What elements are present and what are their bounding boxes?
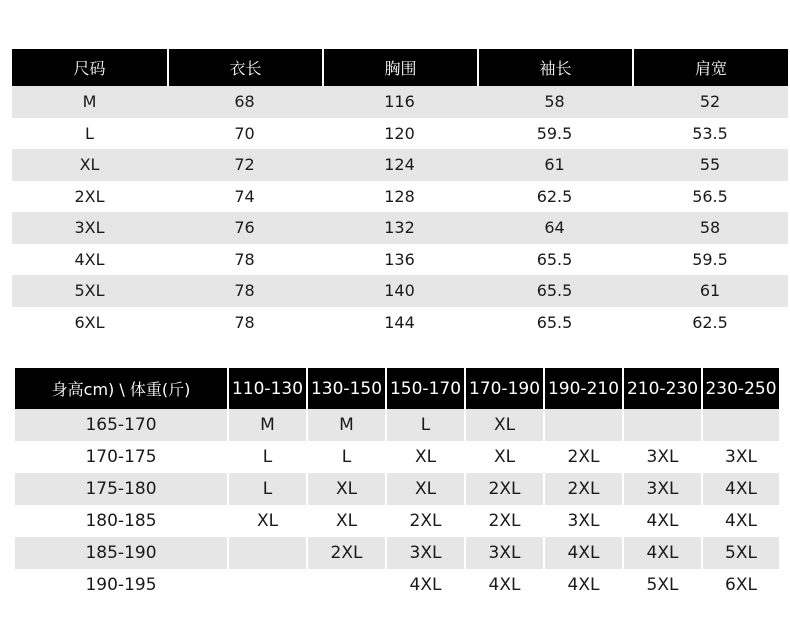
- height-range-cell: 180-185: [85, 511, 157, 531]
- header-weight-range: 170-190: [464, 368, 543, 409]
- chest-cell: 140: [322, 275, 477, 307]
- recommended-size-cell: 2XL: [464, 505, 543, 537]
- length-cell: 78: [234, 312, 255, 332]
- recommended-size-cell: [306, 569, 385, 601]
- shoulder-cell: 53.5: [692, 123, 728, 143]
- header-sleeve: 袖长: [477, 49, 632, 86]
- size-cell: 2XL: [74, 186, 105, 206]
- size-cell: XL: [12, 149, 167, 181]
- length-cell: 78: [167, 275, 322, 307]
- shoulder-cell: 62.5: [692, 312, 728, 332]
- sleeve-cell: 62.5: [536, 186, 573, 206]
- table-row: [12, 86, 788, 118]
- recommended-size-cell: 5XL: [622, 569, 701, 601]
- recommended-size-cell: 4XL: [543, 537, 622, 569]
- recommended-size-cell: XL: [306, 505, 385, 537]
- header-weight-range: 110-130: [227, 368, 306, 409]
- recommended-size-cell: XL: [464, 441, 543, 473]
- sleeve-cell: 65.5: [477, 275, 632, 307]
- recommendation-header-row: [15, 368, 779, 409]
- recommended-size-cell: [227, 537, 306, 569]
- header-weight-range: 210-230: [622, 368, 701, 409]
- recommended-size-cell: L: [385, 409, 464, 441]
- header-weight-range: 230-250: [701, 368, 779, 409]
- size-cell: 4XL: [74, 249, 105, 269]
- recommended-size-cell: 3XL: [701, 441, 779, 473]
- table-row: [12, 212, 788, 244]
- table-row: [12, 149, 788, 181]
- recommended-size-cell: 5XL: [701, 537, 779, 569]
- length-cell: 72: [167, 149, 322, 181]
- table-row: [12, 118, 788, 150]
- shoulder-cell: 55: [632, 149, 788, 181]
- recommended-size-cell: 4XL: [385, 569, 464, 601]
- size-cell: 5XL: [12, 275, 167, 307]
- recommended-size-cell: 6XL: [701, 569, 779, 601]
- recommended-size-cell: L: [227, 441, 306, 473]
- recommended-size-cell: [543, 409, 622, 441]
- sleeve-cell: 64: [477, 212, 632, 244]
- recommended-size-cell: [622, 409, 701, 441]
- table-row: [12, 181, 788, 213]
- chest-cell: 120: [384, 123, 415, 143]
- shoulder-cell: 58: [632, 212, 788, 244]
- recommended-size-cell: XL: [227, 505, 306, 537]
- header-height-weight: 身高cm) \ 体重(斤): [15, 368, 227, 409]
- recommended-size-cell: 3XL: [543, 505, 622, 537]
- table-row: [15, 473, 779, 505]
- recommended-size-cell: [227, 569, 306, 601]
- size-cell: L: [85, 123, 94, 143]
- chest-cell: 124: [322, 149, 477, 181]
- sleeve-cell: 65.5: [536, 312, 573, 332]
- recommended-size-cell: 3XL: [464, 537, 543, 569]
- recommended-size-cell: 2XL: [464, 473, 543, 505]
- sleeve-cell: 65.5: [536, 249, 573, 269]
- header-size: 尺码: [12, 49, 167, 86]
- height-range-cell: 170-175: [85, 447, 157, 467]
- recommended-size-cell: 3XL: [622, 473, 701, 505]
- recommended-size-cell: M: [306, 409, 385, 441]
- recommended-size-cell: [701, 409, 779, 441]
- header-shoulder: 肩宽: [632, 49, 788, 86]
- table-row: [15, 505, 779, 537]
- height-range-cell: 190-195: [85, 575, 157, 595]
- sleeve-cell: 59.5: [536, 123, 573, 143]
- shoulder-cell: 52: [632, 86, 788, 118]
- recommended-size-cell: XL: [464, 409, 543, 441]
- size-recommendation-table: [15, 368, 779, 601]
- table-row: [15, 537, 779, 569]
- recommended-size-cell: M: [227, 409, 306, 441]
- table-row: [12, 244, 788, 276]
- header-weight-range: 150-170: [385, 368, 464, 409]
- chest-cell: 144: [384, 312, 415, 332]
- chest-cell: 136: [384, 249, 415, 269]
- recommended-size-cell: 4XL: [543, 569, 622, 601]
- table-row: [12, 307, 788, 339]
- recommended-size-cell: XL: [306, 473, 385, 505]
- chest-cell: 116: [322, 86, 477, 118]
- table-row: [15, 569, 779, 601]
- recommended-size-cell: 4XL: [622, 537, 701, 569]
- shoulder-cell: 56.5: [692, 186, 728, 206]
- recommended-size-cell: 3XL: [385, 537, 464, 569]
- height-range-cell: 165-170: [15, 409, 227, 441]
- table-row: [15, 441, 779, 473]
- size-cell: 6XL: [74, 312, 105, 332]
- header-chest: 胸围: [322, 49, 477, 86]
- length-cell: 70: [234, 123, 255, 143]
- shoulder-cell: 61: [632, 275, 788, 307]
- sleeve-cell: 61: [477, 149, 632, 181]
- size-chart-header-row: [12, 49, 788, 86]
- header-weight-range: 130-150: [306, 368, 385, 409]
- recommended-size-cell: 4XL: [701, 473, 779, 505]
- recommended-size-cell: 4XL: [622, 505, 701, 537]
- length-cell: 78: [234, 249, 255, 269]
- recommended-size-cell: 2XL: [385, 505, 464, 537]
- chest-cell: 132: [322, 212, 477, 244]
- recommended-size-cell: 2XL: [543, 473, 622, 505]
- length-cell: 74: [234, 186, 255, 206]
- length-cell: 76: [167, 212, 322, 244]
- recommended-size-cell: 4XL: [464, 569, 543, 601]
- length-cell: 68: [167, 86, 322, 118]
- recommended-size-cell: L: [306, 441, 385, 473]
- height-range-cell: 175-180: [15, 473, 227, 505]
- header-weight-range: 190-210: [543, 368, 622, 409]
- header-length: 衣长: [167, 49, 322, 86]
- size-cell: 3XL: [12, 212, 167, 244]
- size-chart-table: [12, 49, 788, 338]
- sleeve-cell: 58: [477, 86, 632, 118]
- table-row: [15, 409, 779, 441]
- height-range-cell: 185-190: [15, 537, 227, 569]
- shoulder-cell: 59.5: [692, 249, 728, 269]
- recommended-size-cell: 4XL: [701, 505, 779, 537]
- recommended-size-cell: 2XL: [306, 537, 385, 569]
- size-cell: M: [12, 86, 167, 118]
- recommended-size-cell: XL: [385, 441, 464, 473]
- recommended-size-cell: 3XL: [622, 441, 701, 473]
- recommended-size-cell: XL: [385, 473, 464, 505]
- table-row: [12, 275, 788, 307]
- chest-cell: 128: [384, 186, 415, 206]
- recommended-size-cell: L: [227, 473, 306, 505]
- recommended-size-cell: 2XL: [543, 441, 622, 473]
